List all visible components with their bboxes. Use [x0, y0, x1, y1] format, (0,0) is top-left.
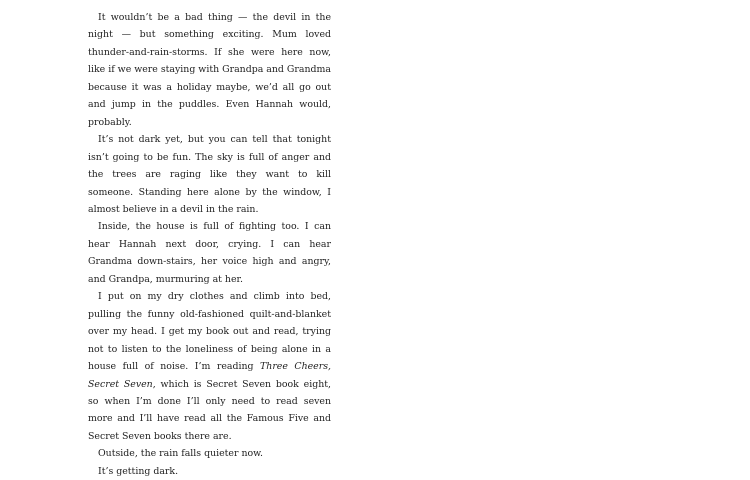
- paragraph-1-text: It wouldn’t be a bad thing — the devil in the night — but something exciting. Mum loved thunder-and-rain-storms. If she were here now, like if we were staying with Grandpa and Grandma because it was a holiday maybe, we’d all go out and jump in the puddles. Even Hannah would, probably.: [88, 12, 331, 128]
- paragraph-3: [88, 218, 331, 288]
- paragraph-2-text: It’s not dark yet, but you can tell that tonight isn’t going to be fun. The sky is full of anger and the trees are raging like they want to kill someone. Standing here alone by the window, I almost believe in a devil in the rain.: [88, 134, 331, 215]
- paragraph-4-text-start: I put on my dry clothes and climb into bed, pulling the funny old-fashioned quilt-and-blanket over my head. I get my book out and read, trying not to listen to the loneliness of being alone in a house full of noise. I’m reading: [88, 291, 331, 373]
- paragraph-4-text-end: , which is Secret Seven book eight, so when I’m done I’ll only need to read seven more and I’ll have read all the Famous Five and Secret Seven books there are.: [88, 378, 331, 442]
- paragraph-5: [88, 445, 331, 462]
- book-page: [88, 9, 331, 480]
- paragraph-6-text: It’s getting dark.: [98, 465, 179, 477]
- paragraph-2: [88, 131, 331, 218]
- paragraph-5-text: Outside, the rain falls quieter now.: [98, 448, 264, 460]
- paragraph-4: [88, 288, 331, 445]
- paragraph-1: [88, 9, 331, 131]
- paragraph-6: [88, 463, 331, 480]
- paragraph-3-text: Inside, the house is full of fighting too. I can hear Hannah next door, crying. I can hear Grandma down-stairs, her voice high and angry, and Grandpa, murmuring at her.: [88, 221, 331, 285]
- book-title: Three Cheers, Secret Seven: [88, 361, 331, 390]
